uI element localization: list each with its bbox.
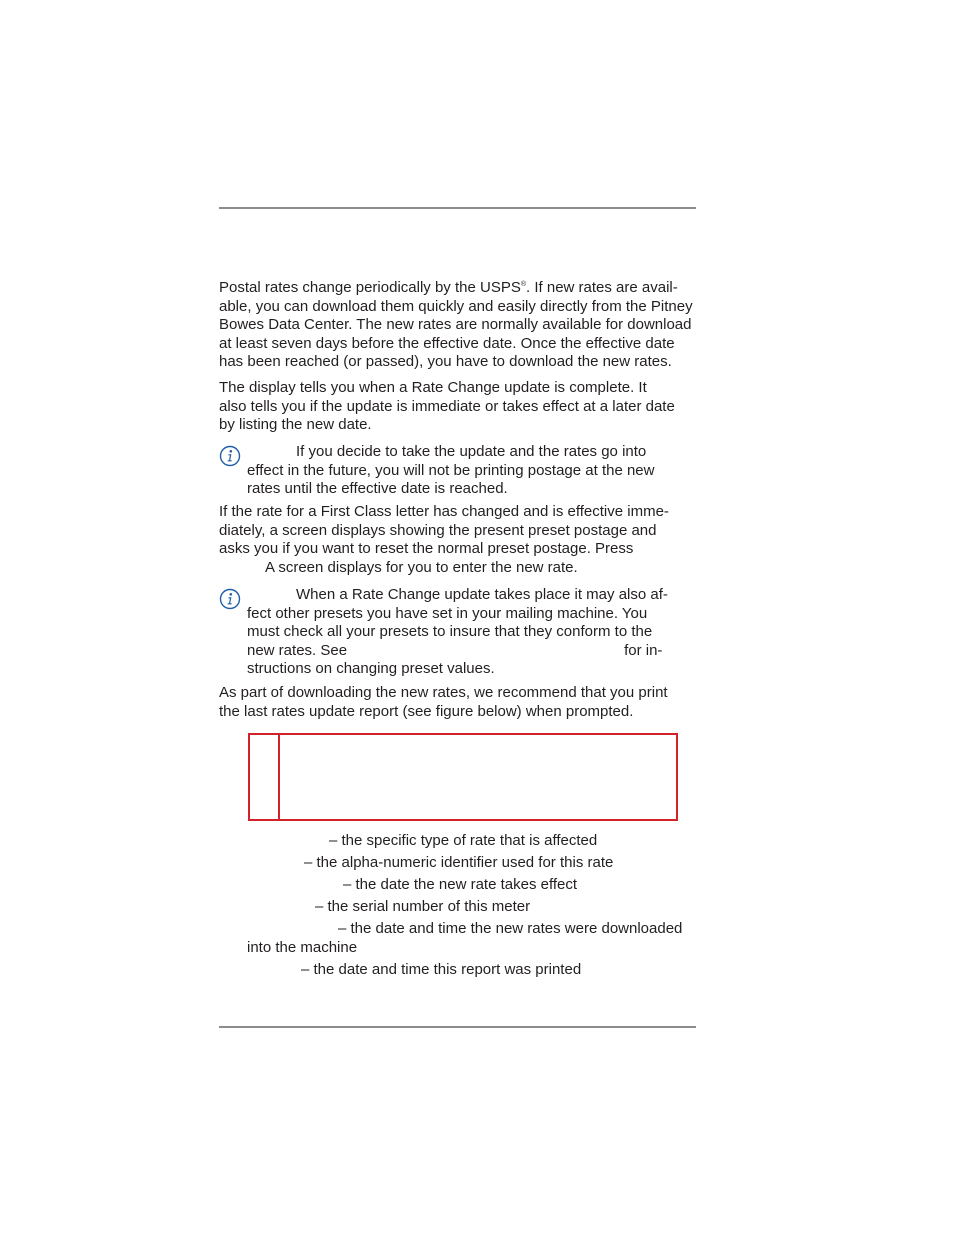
intro-paragraph: Postal rates change periodically by the USPS®. If new rates are avail- able, you can download them quickly and easily directly from the Pitney Bowes Data Center. The new rates are normally available for download at least seven days before the effective date. Once the effective date has been reached (or passed), you have to download the new rates. bbox=[219, 279, 693, 371]
info-icon bbox=[219, 588, 241, 610]
note-future-rates: If you decide to take the update and the rates go into effect in the future, you will not be printing postage at the new rates until the effective date is reached. bbox=[247, 443, 655, 498]
definition-download-date: – the date and time the new rates were downloaded bbox=[338, 920, 683, 937]
definition-rate-type: – the specific type of rate that is affected bbox=[329, 832, 598, 849]
definition-serial-number: – the serial number of this meter bbox=[315, 898, 531, 915]
definition-rate-id: – the alpha-numeric identifier used for this rate bbox=[304, 854, 614, 871]
registered-mark: ® bbox=[520, 281, 527, 288]
first-class-paragraph: If the rate for a First Class letter has changed and is effective imme- diately, a screen displays showing the present preset postage and asks you if you want to reset the normal preset postage. Press A screen displays for you to enter the new rate. bbox=[219, 503, 669, 576]
report-figure-divider bbox=[278, 735, 280, 819]
note-check-presets: When a Rate Change update takes place it may also af- fect other presets you have set in your mailing machine. You must check all your presets to insure that they conform to the new rates. See for in- structions on changing preset values. bbox=[247, 586, 668, 678]
report-figure-frame bbox=[248, 733, 678, 821]
display-paragraph: The display tells you when a Rate Change update is complete. It also tells you if the update is immediate or takes effect at a later date by listing the new date. bbox=[219, 379, 675, 434]
top-rule bbox=[219, 207, 696, 209]
definition-download-date-cont: into the machine bbox=[247, 939, 358, 956]
report-intro-paragraph: As part of downloading the new rates, we recommend that you print the last rates update report (see figure below) when prompted. bbox=[219, 684, 668, 720]
bottom-rule bbox=[219, 1026, 696, 1028]
definition-print-date: – the date and time this report was printed bbox=[301, 961, 582, 978]
definition-effective-date: – the date the new rate takes effect bbox=[343, 876, 578, 893]
info-icon bbox=[219, 445, 241, 467]
